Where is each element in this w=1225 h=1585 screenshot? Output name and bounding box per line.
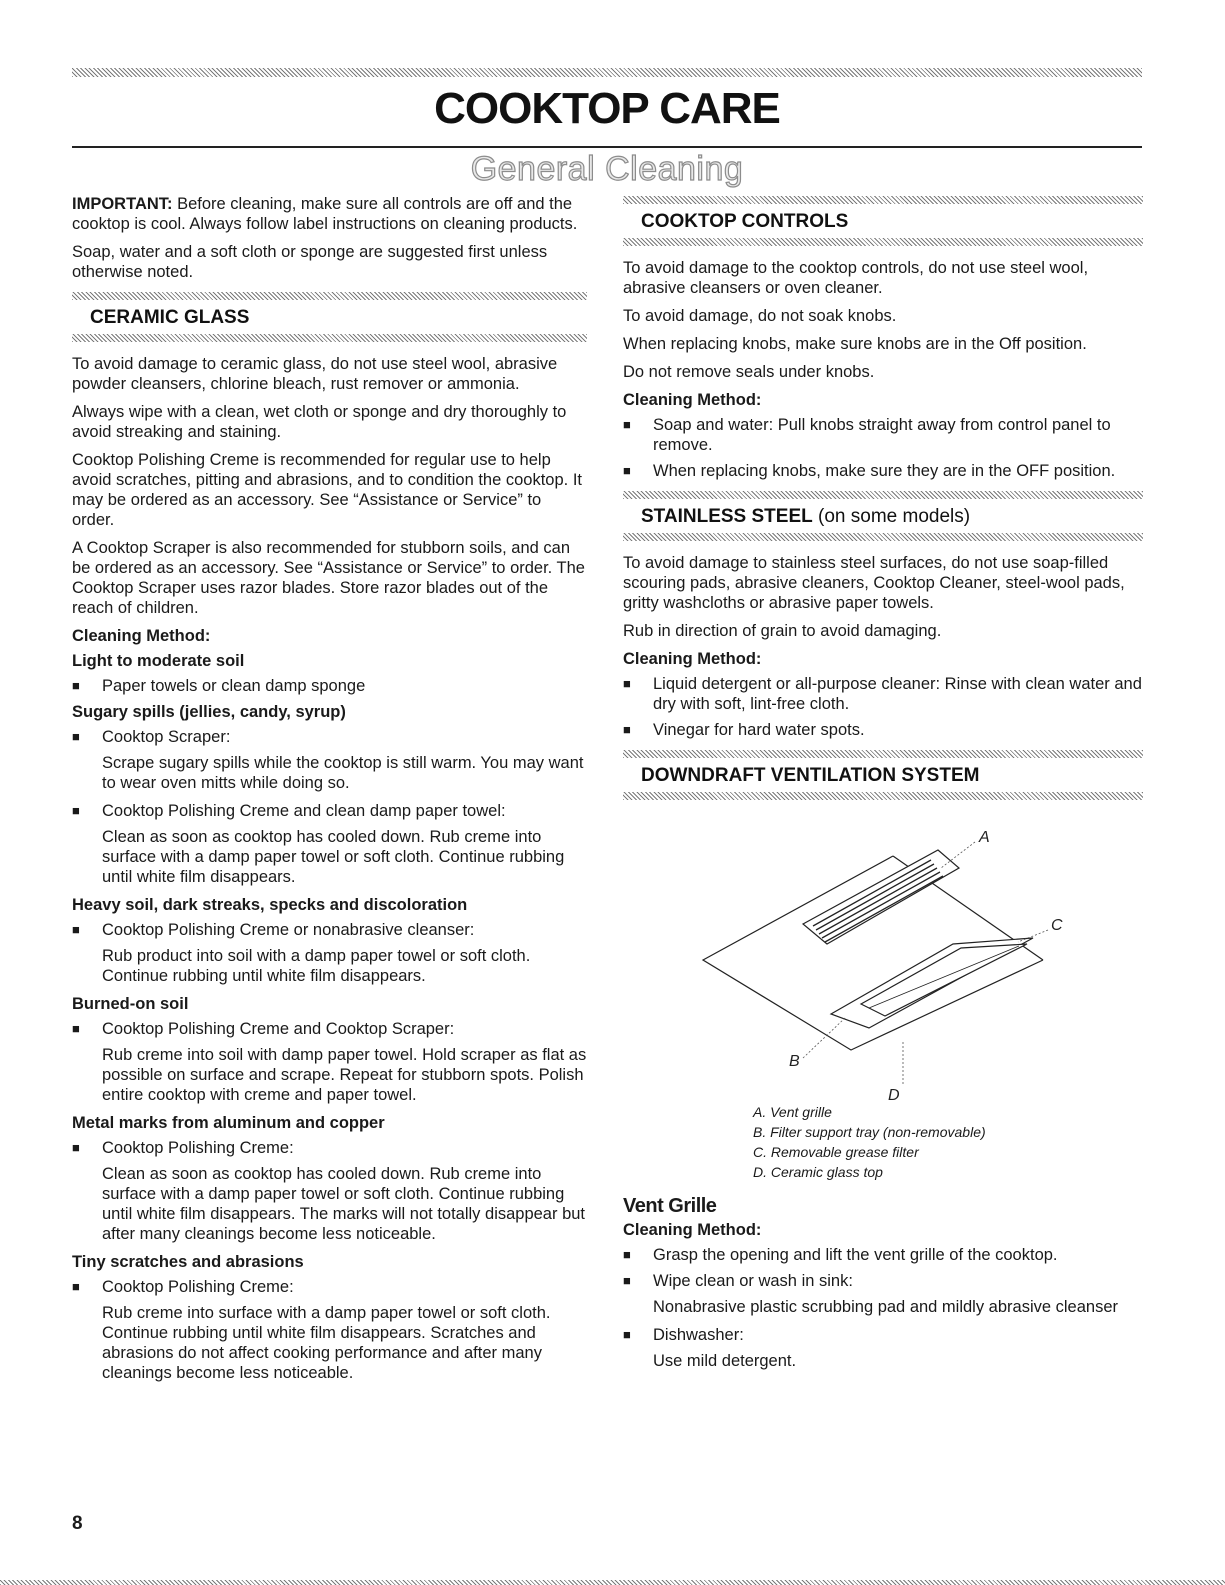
subheading: Light to moderate soil: [72, 652, 245, 670]
heading-note: (on some models): [812, 506, 971, 527]
bullet-square-icon: ■: [623, 1247, 631, 1262]
cooktop-controls-heading: [623, 196, 1143, 246]
heading-label: [623, 499, 1143, 533]
vent-grille: [803, 850, 959, 944]
cleaning-method-label: Cleaning Method:: [623, 650, 762, 668]
callout-a: A: [979, 829, 990, 846]
downdraft-illustration: [623, 812, 1143, 1102]
page-number: 8: [72, 1513, 83, 1534]
paragraph: Always wipe with a clean, wet cloth or sponge and dry thoroughly to avoid streaking and staining.: [72, 403, 567, 441]
heading-rule: [623, 196, 1143, 204]
paragraph: To avoid damage to ceramic glass, do not use steel wool, abrasive powder cleansers, chlorine bleach, rust remover or ammonia.: [72, 355, 558, 393]
important-label: IMPORTANT:: [72, 195, 173, 213]
list-item-detail: Rub creme into soil with damp paper towel. Hold scraper as flat as possible on surface and scrape. Repeat for stubborn spots. Polish entire cooktop with creme and paper towel.: [102, 1046, 587, 1104]
list-item-detail: Clean as soon as cooktop has cooled down. Rub creme into surface with a damp paper towel or soft cloth. Continue rubbing until white film disappears.: [102, 828, 565, 886]
paragraph: A Cooktop Scraper is also recommended for stubborn soils, and can be ordered as an accessory. See “Assistance or Service” to order. The Cooktop Scraper uses razor blades. Store razor blades out of the reach of children.: [72, 539, 585, 617]
page-title: COOKTOP CARE: [434, 84, 780, 133]
bullet-square-icon: ■: [623, 417, 631, 432]
cleaning-method-label: Cleaning Method:: [623, 1221, 762, 1239]
paragraph: When replacing knobs, make sure knobs are in the Off position.: [623, 335, 1087, 353]
heading-rule: [623, 491, 1143, 499]
important-note: [72, 194, 587, 234]
heading-label: CERAMIC GLASS: [90, 307, 250, 328]
top-decorative-rule: [72, 68, 1142, 77]
subheading: Heavy soil, dark streaks, specks and discoloration: [72, 896, 468, 914]
intro-text: Soap, water and a soft cloth or sponge are suggested first unless otherwise noted.: [72, 243, 548, 281]
downdraft-diagram: [623, 812, 1143, 1102]
bullet-square-icon: ■: [623, 1273, 631, 1288]
left-column: [72, 194, 587, 1391]
vent-grille-heading: Vent Grille: [623, 1195, 717, 1217]
paragraph: Cooktop Polishing Creme is recommended for regular use to help avoid scratches, pitting and abrasions, and to condition the cooktop. It may be ordered as an accessory. See “Assistance or Service” to order.: [72, 451, 582, 529]
list-item: [72, 801, 587, 821]
heading-rule: [623, 750, 1143, 758]
list-item-text: Cooktop Polishing Creme or nonabrasive cleanser:: [102, 921, 475, 939]
callout-c: C: [1051, 917, 1063, 934]
list-item-detail: Rub product into soil with a damp paper towel or soft cloth. Continue rubbing until white film disappears.: [102, 947, 531, 985]
subheading: Metal marks from aluminum and copper: [72, 1114, 385, 1132]
list-item-detail: Rub creme into surface with a damp paper towel or soft cloth. Continue rubbing until white film disappears. Scratches and abrasions do not affect cooking performance and after many cleanings become less noticeable.: [102, 1304, 551, 1382]
legend-item-a: A. Vent grille: [753, 1104, 832, 1120]
list-item: [623, 461, 1143, 481]
list-item-text: Vinegar for hard water spots.: [653, 721, 865, 739]
callout-d: D: [888, 1087, 900, 1102]
subheading: Sugary spills (jellies, candy, syrup): [72, 703, 346, 721]
list-item-detail: Nonabrasive plastic scrubbing pad and mildly abrasive cleanser: [653, 1298, 1118, 1316]
list-item: [623, 1325, 1143, 1345]
stainless-steel-heading: [623, 491, 1143, 541]
list-item: [72, 727, 587, 747]
bullet-square-icon: ■: [72, 1279, 80, 1294]
list-item: [623, 415, 1143, 455]
list-item-detail: Scrape sugary spills while the cooktop is still warm. You may want to wear oven mitts while doing so.: [102, 754, 584, 792]
cleaning-method-label: Cleaning Method:: [72, 627, 211, 645]
important-text: Before cleaning, make sure all controls are off and the cooktop is cool. Always follow label instructions on cleaning products.: [72, 195, 578, 233]
list-item: [623, 1271, 1143, 1291]
list-item: [72, 676, 587, 696]
list-item-text: Cooktop Scraper:: [102, 728, 231, 746]
downdraft-heading: [623, 750, 1143, 800]
callout-b: B: [789, 1053, 800, 1070]
paragraph: To avoid damage to the cooktop controls, do not use steel wool, abrasive cleansers or oven cleaner.: [623, 259, 1089, 297]
heading-rule: [623, 238, 1143, 246]
bullet-square-icon: ■: [72, 1140, 80, 1155]
list-item-text: Grasp the opening and lift the vent grille of the cooktop.: [653, 1246, 1058, 1264]
list-item-text: Cooktop Polishing Creme and Cooktop Scraper:: [102, 1020, 455, 1038]
section-subtitle: General Cleaning: [470, 150, 744, 188]
paragraph: To avoid damage to stainless steel surfaces, do not use soap-filled scouring pads, abrasive cleaners, Cooktop Cleaner, steel-wool pads, gritty washcloths or abrasive paper towels.: [623, 554, 1125, 612]
bullet-square-icon: ■: [72, 922, 80, 937]
paragraph: Do not remove seals under knobs.: [623, 363, 875, 381]
list-item-detail: Use mild detergent.: [653, 1352, 797, 1370]
heading-label: COOKTOP CONTROLS: [641, 211, 849, 232]
list-item-text: Cooktop Polishing Creme:: [102, 1139, 294, 1157]
subheading: Tiny scratches and abrasions: [72, 1253, 304, 1271]
ceramic-glass-heading: [72, 292, 587, 342]
heading-label: DOWNDRAFT VENTILATION SYSTEM: [641, 765, 980, 786]
heading-text: STAINLESS STEEL: [641, 506, 813, 527]
leader-line-a: [941, 842, 975, 868]
list-item-text: Wipe clean or wash in sink:: [653, 1272, 853, 1290]
bottom-decorative-rule: [0, 1580, 1225, 1585]
bullet-square-icon: ■: [72, 803, 80, 818]
subheading: Burned-on soil: [72, 995, 189, 1013]
list-item-text: Paper towels or clean damp sponge: [102, 677, 366, 695]
heading-rule: [72, 292, 587, 300]
list-item: [623, 1245, 1143, 1265]
bullet-square-icon: ■: [623, 1327, 631, 1342]
list-item-text: When replacing knobs, make sure they are in the OFF position.: [653, 462, 1116, 480]
heading-rule: [623, 792, 1143, 800]
list-item: [72, 1277, 587, 1297]
right-column: [623, 196, 1143, 1379]
legend-item-d: D. Ceramic glass top: [753, 1164, 883, 1180]
bullet-square-icon: ■: [623, 463, 631, 478]
title-rule: [72, 146, 1142, 148]
list-item-text: Soap and water: Pull knobs straight away from control panel to remove.: [653, 416, 1111, 454]
bullet-square-icon: ■: [72, 1021, 80, 1036]
paragraph: Rub in direction of grain to avoid damaging.: [623, 622, 942, 640]
list-item: [623, 720, 1143, 740]
list-item: [72, 1138, 587, 1158]
bullet-square-icon: ■: [623, 722, 631, 737]
heading-rule: [72, 334, 587, 342]
legend-item-b: B. Filter support tray (non-removable): [753, 1124, 986, 1140]
heading-rule: [623, 533, 1143, 541]
list-item-text: Cooktop Polishing Creme and clean damp paper towel:: [102, 802, 506, 820]
list-item-text: Dishwasher:: [653, 1326, 744, 1344]
list-item: [72, 1019, 587, 1039]
bullet-square-icon: ■: [72, 729, 80, 744]
list-item-detail: Clean as soon as cooktop has cooled down. Rub creme into surface with a damp paper towel or soft cloth. Continue rubbing until white film disappears. The marks will not totally disappear but after many cleanings become less noticeable.: [102, 1165, 586, 1243]
bullet-square-icon: ■: [72, 678, 80, 693]
figure-legend: [753, 1102, 1143, 1182]
bullet-square-icon: ■: [623, 676, 631, 691]
paragraph: To avoid damage, do not soak knobs.: [623, 307, 897, 325]
list-item-text: Cooktop Polishing Creme:: [102, 1278, 294, 1296]
list-item: [72, 920, 587, 940]
list-item-text: Liquid detergent or all-purpose cleaner: Rinse with clean water and dry with soft, lint-free cloth.: [653, 675, 1142, 713]
legend-item-c: C. Removable grease filter: [753, 1144, 919, 1160]
cleaning-method-label: Cleaning Method:: [623, 391, 762, 409]
list-item: [623, 674, 1143, 714]
